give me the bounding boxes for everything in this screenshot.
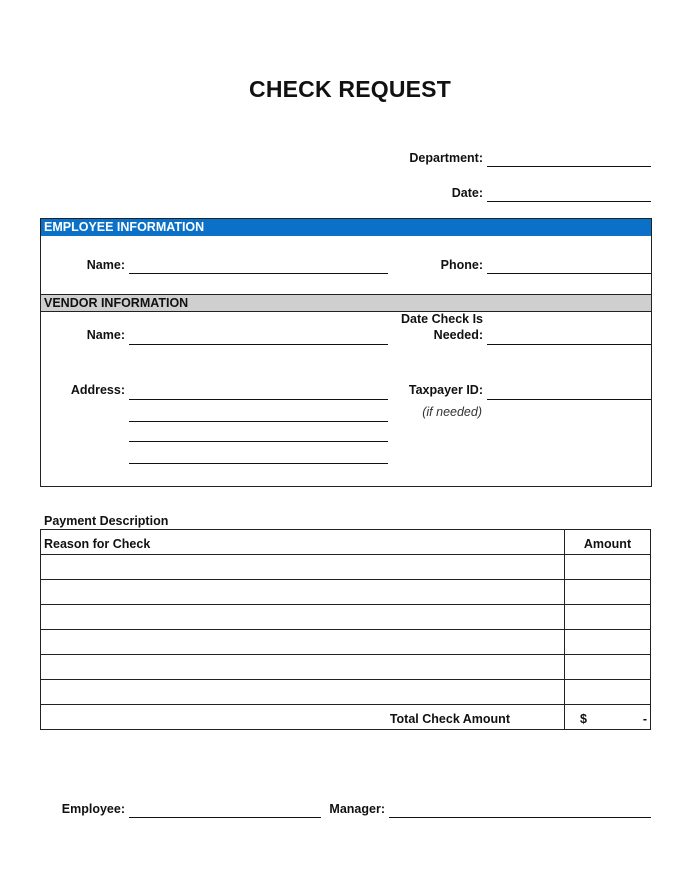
amount-cell[interactable] xyxy=(565,580,651,605)
reason-cell[interactable] xyxy=(41,680,565,705)
amount-cell[interactable] xyxy=(565,605,651,630)
taxpayer-id-note: (if needed) xyxy=(422,405,482,419)
vendor-name-field[interactable] xyxy=(129,330,388,345)
employee-signature-field[interactable] xyxy=(129,803,321,818)
manager-signature-field[interactable] xyxy=(389,803,651,818)
total-label: Total Check Amount xyxy=(41,705,565,730)
reason-cell[interactable] xyxy=(41,630,565,655)
employee-name-field[interactable] xyxy=(129,259,388,274)
date-needed-label-line1: Date Check Is xyxy=(401,312,483,326)
employee-section-header: EMPLOYEE INFORMATION xyxy=(41,219,651,236)
amount-cell[interactable] xyxy=(565,555,651,580)
vendor-section-header: VENDOR INFORMATION xyxy=(41,294,651,312)
vendor-address-line-1[interactable] xyxy=(129,385,388,400)
vendor-address-line-3[interactable] xyxy=(129,427,388,442)
table-row xyxy=(41,555,651,580)
total-amount-cell xyxy=(565,705,651,730)
taxpayer-id-field[interactable] xyxy=(487,385,651,400)
taxpayer-id-label: Taxpayer ID: xyxy=(408,383,483,397)
total-value: - xyxy=(642,712,647,726)
total-row xyxy=(41,705,651,730)
vendor-address-line-2[interactable] xyxy=(129,407,388,422)
reason-column-header: Reason for Check xyxy=(41,530,565,555)
employee-phone-field[interactable] xyxy=(487,259,651,274)
payment-table xyxy=(40,529,651,730)
payment-header-row xyxy=(41,530,651,555)
employee-signature-label: Employee: xyxy=(61,802,125,816)
vendor-address-label: Address: xyxy=(70,383,125,397)
department-label: Department: xyxy=(409,151,483,165)
reason-cell[interactable] xyxy=(41,605,565,630)
reason-cell[interactable] xyxy=(41,580,565,605)
date-needed-field[interactable] xyxy=(487,330,651,345)
table-row xyxy=(41,605,651,630)
amount-cell[interactable] xyxy=(565,655,651,680)
reason-cell[interactable] xyxy=(41,655,565,680)
page-title: CHECK REQUEST xyxy=(249,76,451,102)
payment-section-title: Payment Description xyxy=(44,514,169,528)
employee-phone-label: Phone: xyxy=(440,258,483,272)
table-row xyxy=(41,630,651,655)
reason-cell[interactable] xyxy=(41,555,565,580)
total-currency: $ xyxy=(580,712,587,726)
table-row xyxy=(41,580,651,605)
amount-column-header: Amount xyxy=(565,530,651,555)
amount-cell[interactable] xyxy=(565,630,651,655)
date-field[interactable] xyxy=(487,187,651,202)
date-label: Date: xyxy=(451,186,483,200)
table-row xyxy=(41,655,651,680)
department-field[interactable] xyxy=(487,152,651,167)
manager-signature-label: Manager: xyxy=(329,802,385,816)
amount-cell[interactable] xyxy=(565,680,651,705)
vendor-name-label: Name: xyxy=(86,328,125,342)
date-needed-label-line2: Needed: xyxy=(433,328,483,342)
table-row xyxy=(41,680,651,705)
vendor-address-line-4[interactable] xyxy=(129,449,388,464)
employee-name-label: Name: xyxy=(86,258,125,272)
